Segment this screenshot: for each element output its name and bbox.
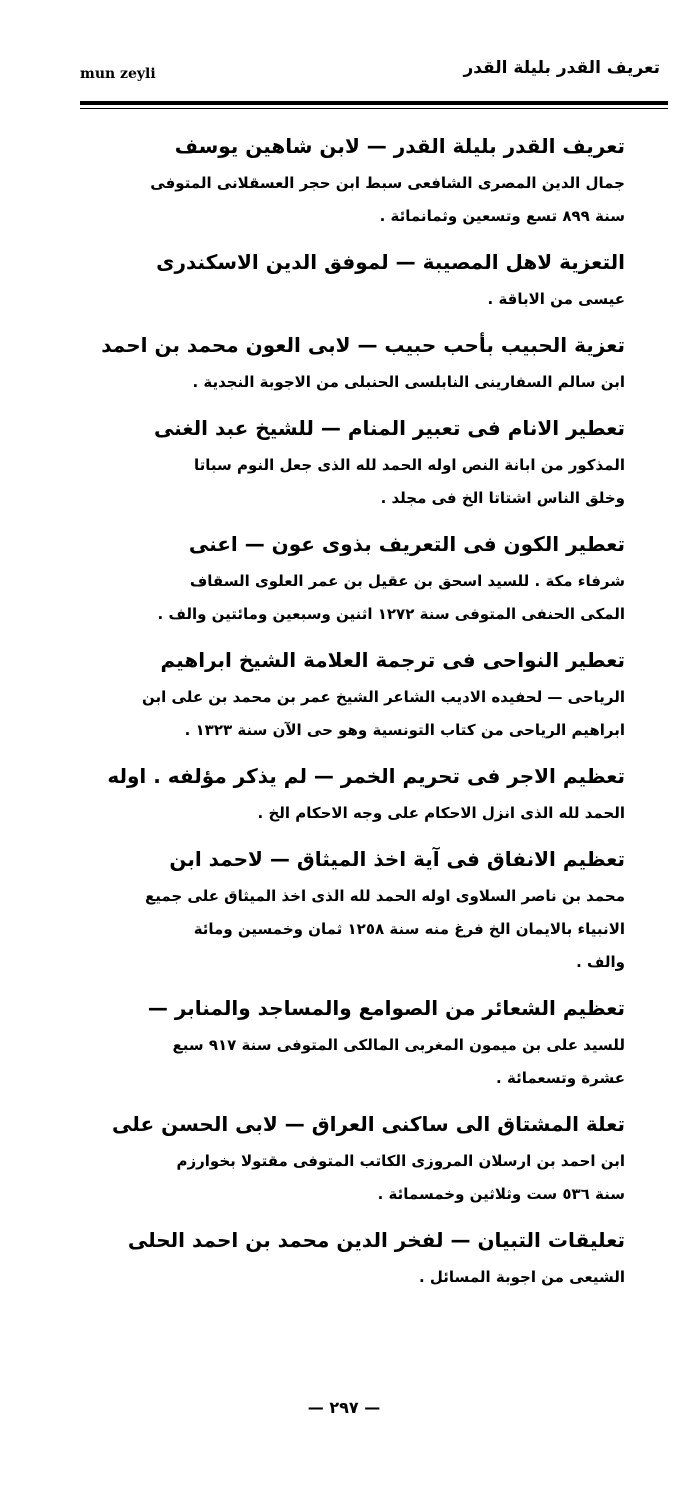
entry-body-line: جمال الدين المصرى الشافعى سبط ابن حجر العسقلانى المتوفى [150, 174, 625, 192]
entry-body-line: محمد بن ناصر السلاوى اوله الحمد لله الذى اخذ الميثاق على جميع [144, 887, 625, 905]
entry-body-line: المذكور من ابانة النص اوله الحمد لله الذى جعل النوم سباتا [193, 456, 625, 474]
entry-body-line: شرفاء مكة . للسيد اسحق بن عقيل بن عمر العلوى السقاف [189, 572, 625, 590]
entry-body-line: للسيد على بن ميمون المغربى المالكى المتوفى سنة ٩١٧ سبع [172, 1036, 625, 1054]
entry-title-line: تعظيم الاجر فى تحريم الخمر — لم يذكر مؤلفه . اوله [107, 764, 625, 788]
entry-title-line: تعريف القدر بليلة القدر — لابن شاهين يوسف [174, 134, 625, 158]
entries-list [100, 125, 625, 1302]
entry-body-line: ابراهيم الرياحى من كتاب التونسية وهو حى الآن سنة ١٣٢٣ . [184, 721, 625, 739]
page-header [80, 58, 660, 98]
entry-body-line: الرياحى — لحفيده الاديب الشاعر الشيخ عمر بن محمد بن على ابن [142, 688, 625, 706]
entry-body-line: وخلق الناس اشتاتا الخ فى مجلد . [380, 489, 625, 507]
header-left-text: mun zeyli [80, 66, 156, 82]
entry [100, 987, 625, 1095]
entry [100, 1219, 625, 1294]
entry-body-line: عشرة وتسعمائة . [496, 1069, 625, 1087]
entry-body-line: ابن سالم السفارينى النابلسى الحنبلى من الاجوبة النجدية . [192, 373, 625, 391]
entry-title-line: تعظيم الانفاق فى آية اخذ الميثاق — لاحمد ابن [169, 847, 625, 871]
entry-body-line: سنة ٨٩٩ تسع وتسعين وثمانمائة . [379, 207, 625, 225]
page-number: — ٢٩٧ — [307, 1398, 381, 1417]
entry-body-line: عيسى من الاباقة . [487, 290, 625, 308]
entry-title-line: تعطير الكون فى التعريف بذوى عون — اعنى [188, 532, 625, 556]
entry-title-line: تعظيم الشعائر من الصوامع والمساجد والمنابر — [147, 996, 625, 1020]
entry-body-line: الانبياء بالايمان الخ فرغ منه سنة ١٢٥٨ ثمان وخمسين ومائة [193, 920, 625, 938]
entry-title-line: تعطير النواحى فى ترجمة العلامة الشيخ ابراهيم [160, 648, 625, 672]
entry [100, 523, 625, 631]
entry-body-line: الشيعى من اجوبة المسائل . [418, 1268, 625, 1286]
entry [100, 838, 625, 979]
running-title: تعريف القدر بليلة القدر [463, 58, 660, 78]
entry [100, 324, 625, 399]
entry-title-line: تعلة المشتاق الى ساكنى العراق — لابى الحسن على [112, 1112, 625, 1136]
header-rule-thin [80, 108, 668, 109]
entry [100, 125, 625, 233]
entry [100, 1103, 625, 1211]
entry-body-line: ابن احمد بن ارسلان المروزى الكاتب المتوفى مقتولا بخوارزم [176, 1152, 625, 1170]
entry-body-line: الحمد لله الذى انزل الاحكام على وجه الاحكام الخ . [257, 804, 625, 822]
header-rule-thick [80, 101, 668, 105]
entry [100, 755, 625, 830]
entry [100, 639, 625, 747]
entry-title-line: تعليقات التبيان — لفخر الدين محمد بن احمد الحلى [127, 1228, 625, 1252]
entry-body-line: سنة ٥٣٦ ست وثلاثين وخمسمائة . [377, 1185, 625, 1203]
entry-title-line: تعزية الحبيب بأحب حبيب — لابى العون محمد بن احمد [101, 333, 625, 357]
entry [100, 407, 625, 515]
entry [100, 241, 625, 316]
entry-body-line: المكى الحنفى المتوفى سنة ١٢٧٢ اثنين وسبعين ومائتين والف . [157, 605, 625, 623]
entry-body-line: والف . [576, 953, 625, 971]
entry-title-line: تعطير الانام فى تعبير المنام — للشيخ عبد الغنى [153, 416, 625, 440]
entry-title-line: التعزية لاهل المصيبة — لموفق الدين الاسكندرى [156, 250, 625, 274]
